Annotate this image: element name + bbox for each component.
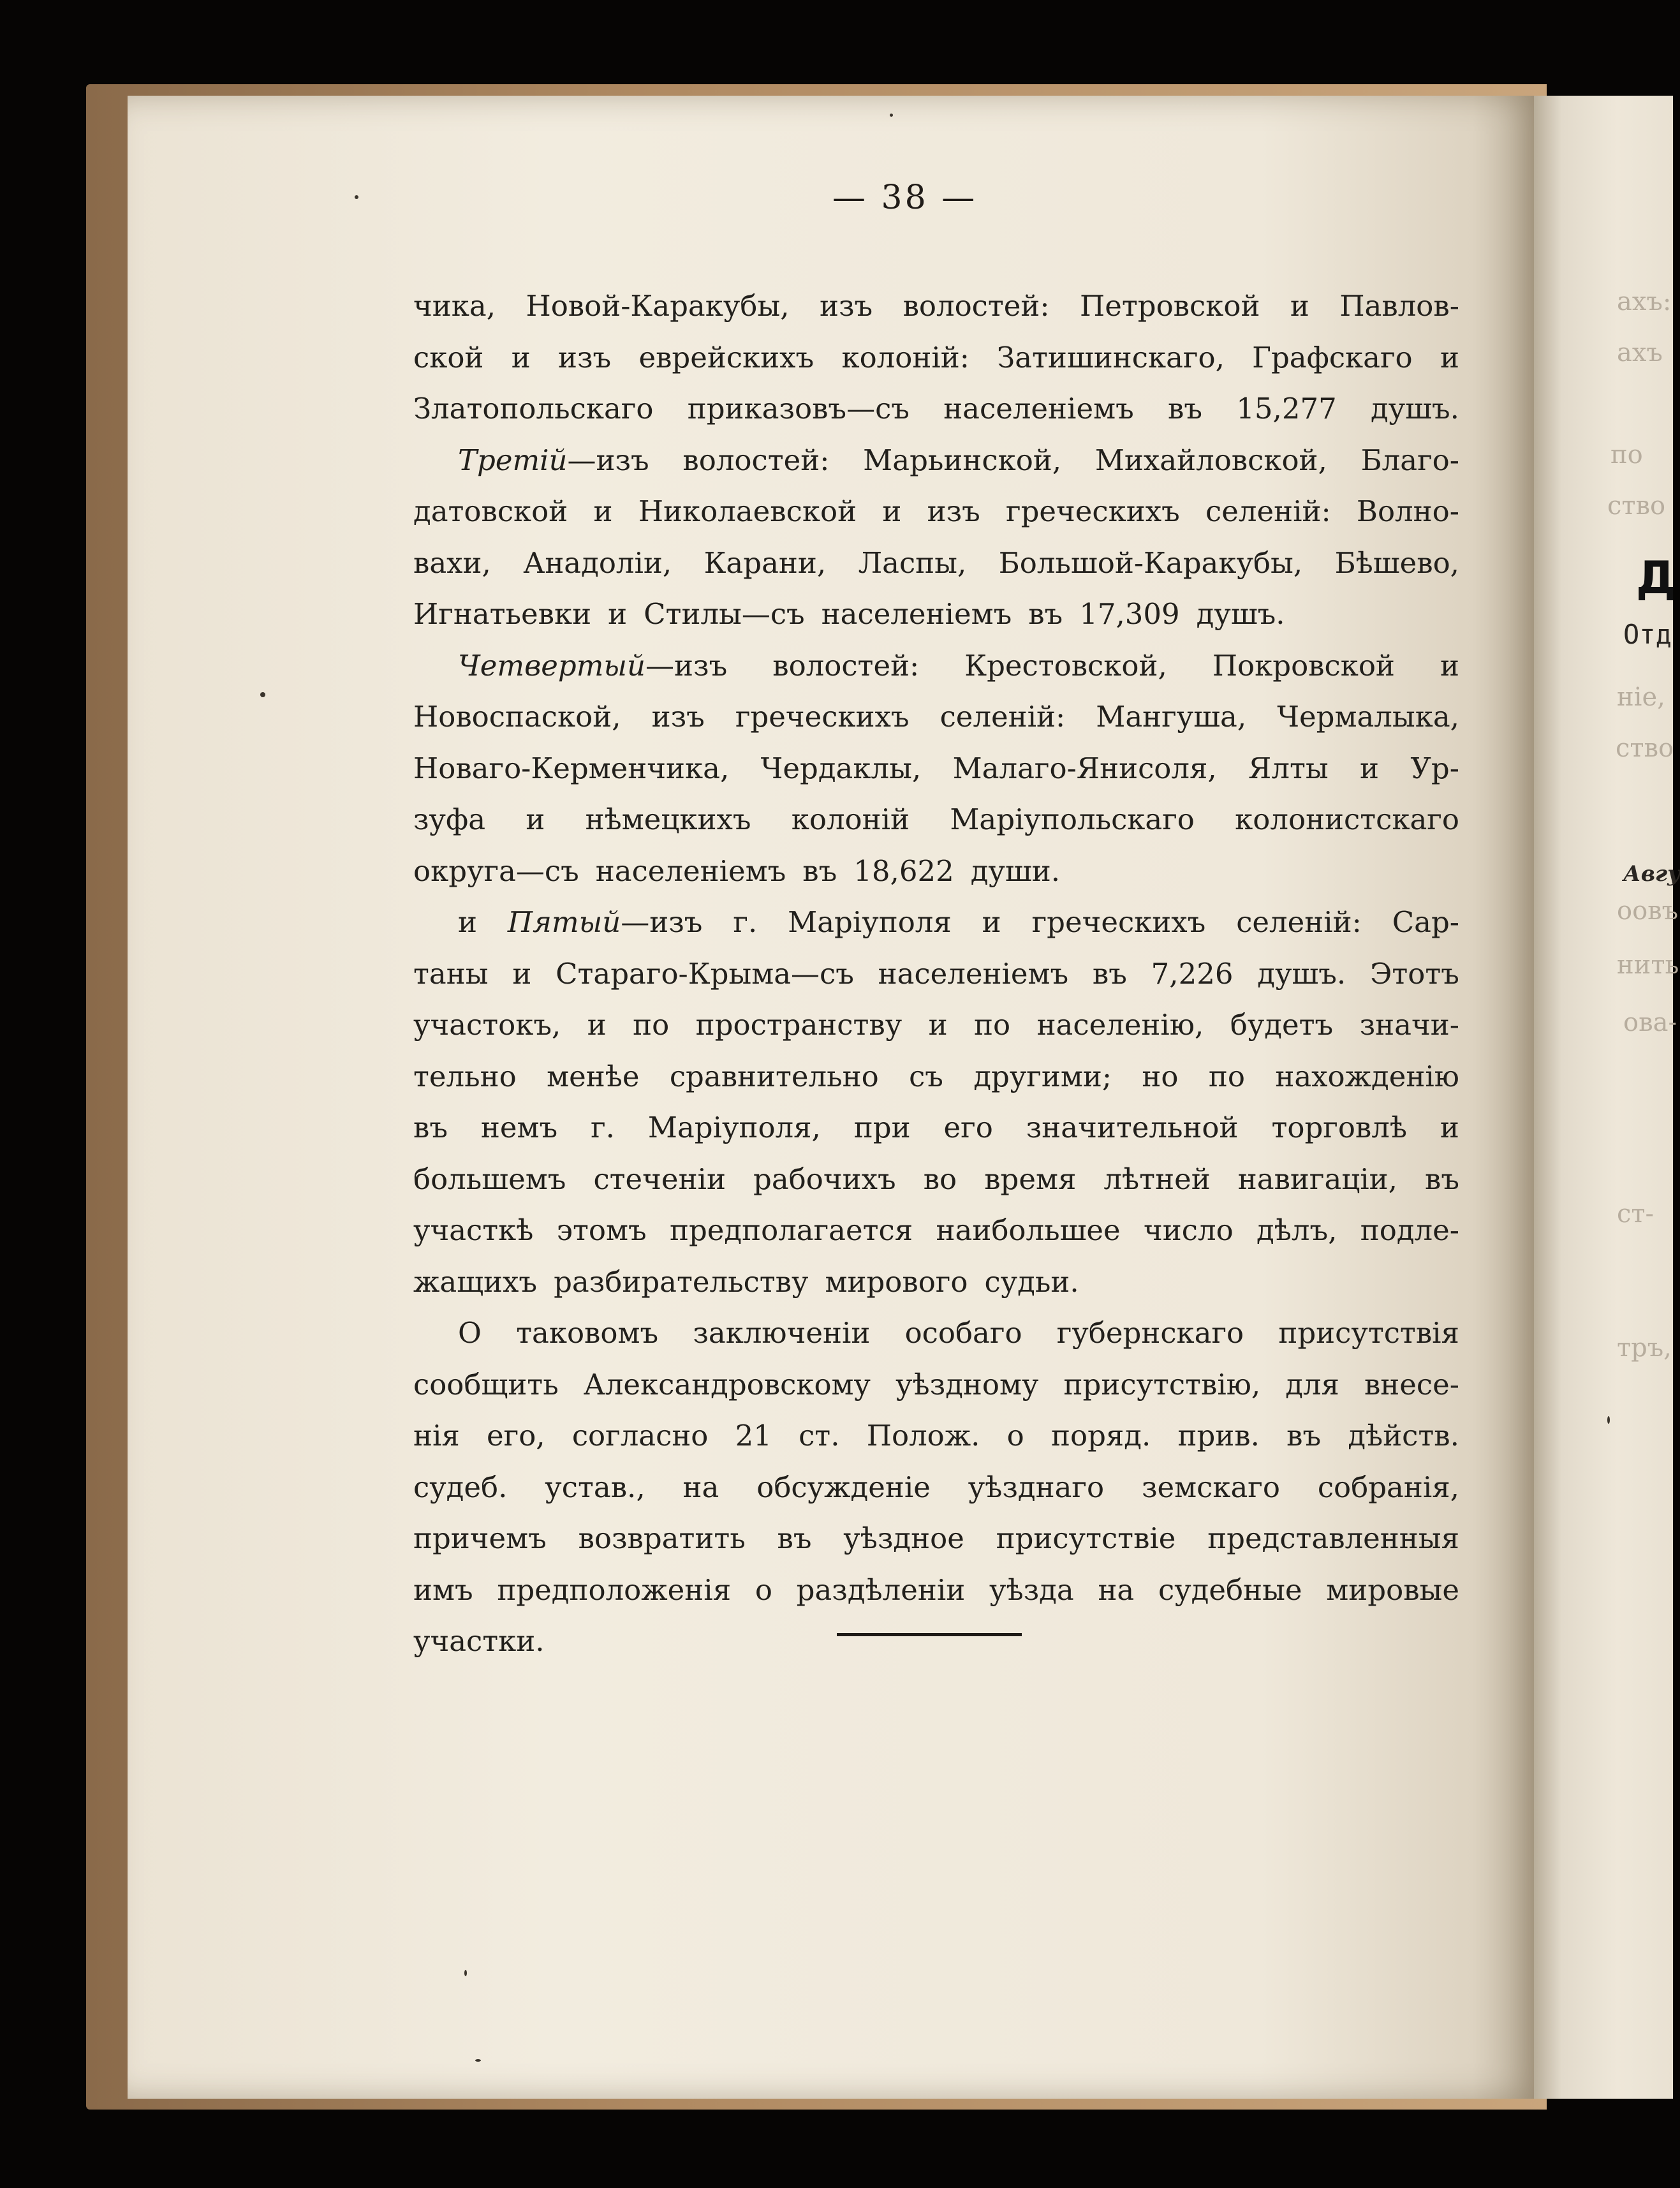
word: особаго <box>904 1316 1022 1350</box>
word: уѣздное <box>843 1521 964 1555</box>
word: колоній <box>791 802 910 836</box>
next-page-fragment: ова- <box>1623 1008 1677 1037</box>
word: приказовъ—съ <box>687 392 910 425</box>
word: и <box>882 494 902 528</box>
word: рабочихъ <box>753 1162 896 1196</box>
word: и <box>512 956 532 991</box>
word: Четвертый—изъ <box>458 648 728 683</box>
text-line <box>413 1257 1459 1308</box>
next-page-heading: Д <box>1636 552 1676 604</box>
word: этомъ <box>556 1213 647 1247</box>
word: душъ. <box>1196 597 1285 631</box>
word: округа—съ <box>413 854 579 888</box>
text-line <box>413 1205 1459 1257</box>
closing-rule <box>837 1633 1022 1636</box>
text-line <box>413 1051 1459 1103</box>
word: уѣздному <box>895 1367 1039 1401</box>
word: Затишинскаго, <box>997 340 1225 374</box>
word: предполагается <box>669 1213 913 1247</box>
word: поряд. <box>1050 1419 1151 1453</box>
next-page-fragment: ство <box>1616 734 1674 763</box>
word: наибольшее <box>936 1213 1121 1247</box>
text-line <box>413 538 1459 589</box>
word: съ <box>909 1059 943 1093</box>
text-line <box>413 691 1459 743</box>
word: Ялты <box>1248 751 1329 785</box>
word: 17,309 <box>1079 597 1180 631</box>
word: сообщить <box>413 1367 559 1401</box>
text-line <box>413 1616 1459 1667</box>
text-line <box>413 589 1459 640</box>
word: нія <box>413 1419 460 1453</box>
next-page-fragment: ніе, <box>1617 683 1665 712</box>
word: значи- <box>1359 1008 1459 1042</box>
word: 7,226 <box>1151 956 1234 991</box>
word: еврейскихъ <box>638 340 814 374</box>
word: Стараго-Крыма—съ <box>556 956 854 991</box>
word: нѣмецкихъ <box>585 802 751 836</box>
text-line <box>413 486 1459 538</box>
word: Ур- <box>1410 751 1459 785</box>
word: причемъ <box>413 1521 547 1555</box>
word: прив. <box>1177 1419 1260 1453</box>
word: собранія, <box>1317 1470 1459 1504</box>
word: датовской <box>413 494 568 528</box>
word: Маріупольскаго <box>950 802 1195 836</box>
word: Покровской <box>1212 648 1395 683</box>
word: Анадоліи, <box>523 545 672 580</box>
word: лѣтней <box>1103 1162 1211 1196</box>
word: присутствіе <box>996 1521 1176 1555</box>
word: и <box>1440 648 1459 683</box>
word: волостей: <box>682 443 830 477</box>
word: колонистскаго <box>1235 802 1459 836</box>
text-line <box>413 640 1459 692</box>
next-page-fragment: по <box>1610 440 1643 469</box>
word: Николаевской <box>638 494 857 528</box>
word: Маріуполя <box>788 905 952 939</box>
word: Златопольскаго <box>413 392 654 425</box>
word: и <box>593 494 613 528</box>
word: и <box>1290 289 1309 323</box>
word: имъ <box>413 1572 473 1607</box>
word: Крестовской, <box>964 648 1167 683</box>
word: на <box>682 1470 719 1504</box>
word: губернскаго <box>1056 1316 1244 1350</box>
word: Графскаго <box>1252 340 1413 374</box>
word: изъ <box>651 700 705 734</box>
speck <box>464 1970 467 1976</box>
word: судеб. <box>413 1470 508 1504</box>
word: волостей: <box>903 289 1050 323</box>
word: устав., <box>545 1470 645 1504</box>
text-line <box>413 1102 1459 1154</box>
word: дѣйств. <box>1348 1419 1459 1453</box>
word: Этотъ <box>1369 956 1459 991</box>
word: судьи. <box>984 1264 1079 1299</box>
word: Большой-Каракубы, <box>998 545 1303 580</box>
word: Ласпы, <box>858 545 967 580</box>
word: разбирательству <box>554 1264 809 1299</box>
word: въ <box>1092 956 1127 991</box>
word: большемъ <box>413 1162 566 1196</box>
text-line <box>413 1000 1459 1051</box>
word: по <box>1208 1059 1245 1093</box>
word: селеній: <box>1236 905 1362 939</box>
word: Чердаклы, <box>760 751 922 785</box>
next-page-fragment: оовъ <box>1617 896 1679 926</box>
word: по <box>633 1008 670 1042</box>
word: его <box>943 1111 993 1144</box>
word: о <box>1006 1419 1024 1453</box>
word: населеніемъ <box>943 392 1134 425</box>
word: въ <box>1028 597 1063 631</box>
next-page-fragment: ст- <box>1617 1199 1654 1229</box>
text-line <box>413 1513 1459 1565</box>
word: будетъ <box>1230 1008 1334 1042</box>
word: ской <box>413 340 484 374</box>
word: Новоспаской, <box>413 700 621 734</box>
word: 18,622 <box>853 854 954 888</box>
text-line <box>413 435 1459 487</box>
word: время <box>984 1162 1077 1196</box>
word: Маріуполя, <box>647 1111 821 1144</box>
word: Малаго-Янисоля, <box>952 751 1217 785</box>
word: навигаціи, <box>1237 1162 1397 1196</box>
word: Чермалыка, <box>1277 700 1459 734</box>
word: сравнительно <box>669 1059 879 1093</box>
word: уѣзда <box>989 1572 1074 1607</box>
word: Павлов- <box>1339 289 1459 323</box>
word: и <box>928 1008 948 1042</box>
word: присутствія <box>1278 1316 1459 1350</box>
word: и <box>1440 1111 1459 1144</box>
word: значительной <box>1026 1111 1239 1144</box>
word: дѣлъ, <box>1256 1213 1337 1247</box>
word: ст. <box>799 1419 840 1453</box>
word: О <box>458 1316 482 1350</box>
word: Новой-Каракубы, <box>526 289 790 323</box>
word: и <box>608 597 628 631</box>
word: душъ. <box>1257 956 1346 991</box>
text-line <box>413 794 1459 846</box>
word: г. <box>733 905 758 939</box>
word: изъ <box>927 494 980 528</box>
word: другими; <box>973 1059 1112 1093</box>
word: участкѣ <box>413 1213 534 1247</box>
word: для <box>1285 1367 1339 1401</box>
text-line <box>413 743 1459 795</box>
word: души. <box>970 854 1061 888</box>
word: торговлѣ <box>1271 1111 1407 1144</box>
word: Стилы—съ <box>644 597 805 631</box>
text-line <box>413 846 1459 898</box>
next-page-fragment: ахъ <box>1617 338 1663 367</box>
word: по <box>974 1008 1011 1042</box>
word: Пятый—изъ <box>507 905 703 939</box>
word: участокъ, <box>413 1008 561 1042</box>
word: Карани, <box>704 545 827 580</box>
text-line <box>413 1462 1459 1514</box>
text-line <box>413 1308 1459 1359</box>
word: въ <box>1425 1162 1459 1196</box>
word: мирового <box>825 1264 968 1299</box>
page-number: — 38 — <box>832 179 978 217</box>
word: и <box>526 802 545 836</box>
speck <box>260 692 265 697</box>
word: нахожденію <box>1275 1059 1459 1093</box>
next-page-fragment: нить <box>1617 950 1679 980</box>
word: о <box>755 1572 772 1607</box>
word: Михайловской, <box>1094 443 1327 477</box>
word: Благо- <box>1360 443 1459 477</box>
word: и <box>1360 751 1380 785</box>
word: пространству <box>695 1008 903 1042</box>
word: уѣзднаго <box>968 1470 1105 1504</box>
word: стеченіи <box>593 1162 726 1196</box>
word: и <box>982 905 1001 939</box>
word: населеніемъ <box>821 597 1012 631</box>
word: земскаго <box>1141 1470 1280 1504</box>
word: душъ. <box>1371 392 1459 425</box>
word: волостей: <box>772 648 920 683</box>
speck <box>475 2059 481 2062</box>
word: въ <box>777 1521 812 1555</box>
word: во <box>923 1162 957 1196</box>
word: участки. <box>413 1624 545 1658</box>
word: г. <box>591 1111 615 1144</box>
word: и <box>458 905 477 939</box>
word: представленныя <box>1207 1521 1459 1555</box>
text-line <box>413 1410 1459 1462</box>
word: число <box>1144 1213 1234 1247</box>
word: и <box>1440 340 1459 374</box>
word: Игнатьевки <box>413 597 592 631</box>
word: Петровской <box>1080 289 1260 323</box>
word: и <box>511 340 531 374</box>
word: въ <box>1286 1419 1322 1453</box>
next-page-fragment: ахъ: <box>1617 287 1672 316</box>
word: таковомъ <box>516 1316 659 1350</box>
word: но <box>1142 1059 1179 1093</box>
word: изъ <box>557 340 612 374</box>
word: Александровскому <box>583 1367 871 1401</box>
text-line <box>413 897 1459 949</box>
word: греческихъ <box>735 700 910 734</box>
word: судебные <box>1158 1572 1302 1607</box>
word: 21 <box>735 1419 772 1453</box>
next-page-fragment: ство <box>1607 491 1666 521</box>
word: обсужденіе <box>756 1470 931 1504</box>
word: согласно <box>571 1419 709 1453</box>
word: немъ <box>480 1111 558 1144</box>
word: изъ <box>819 289 873 323</box>
text-line <box>413 383 1459 435</box>
word: населеніемъ <box>595 854 786 888</box>
word: Полож. <box>866 1419 980 1453</box>
speck <box>1607 1416 1610 1424</box>
word: населеніемъ <box>878 956 1069 991</box>
next-page-fragment: Отд <box>1623 619 1672 650</box>
next-page-fragment: Авгу <box>1623 861 1680 887</box>
word: предположенія <box>497 1572 732 1607</box>
word: Мангуша, <box>1096 700 1247 734</box>
text-line <box>413 1565 1459 1616</box>
right-page-fragment <box>1534 96 1680 2099</box>
word: тельно <box>413 1059 517 1093</box>
word: Третій—изъ <box>458 443 649 477</box>
word: Новаго-Керменчика, <box>413 751 730 785</box>
word: мировые <box>1326 1572 1459 1607</box>
word: зуфа <box>413 802 486 836</box>
word: греческихъ <box>1006 494 1180 528</box>
word: греческихъ <box>1031 905 1206 939</box>
word: при <box>853 1111 911 1144</box>
text-line <box>413 949 1459 1000</box>
word: вахи, <box>413 545 491 580</box>
speck <box>890 114 893 117</box>
word: возвратить <box>578 1521 746 1555</box>
word: присутствію, <box>1063 1367 1261 1401</box>
word: на <box>1098 1572 1135 1607</box>
word: 15,277 <box>1236 392 1337 425</box>
word: подле- <box>1360 1213 1459 1247</box>
word: чика, <box>413 289 496 323</box>
word: раздѣленіи <box>796 1572 966 1607</box>
word: Бѣшево, <box>1334 545 1459 580</box>
word: и <box>587 1008 607 1042</box>
word: менѣе <box>547 1059 640 1093</box>
word: Марьинской, <box>863 443 1062 477</box>
word: Сар- <box>1392 905 1459 939</box>
word: таны <box>413 956 489 991</box>
word: его, <box>487 1419 545 1453</box>
body-text <box>413 281 1459 1667</box>
word: заключеніи <box>693 1316 871 1350</box>
text-line <box>413 1154 1459 1206</box>
word: въ <box>1168 392 1202 425</box>
speck <box>355 195 358 199</box>
text-line <box>413 281 1459 332</box>
word: въ <box>413 1111 448 1144</box>
word: колоній: <box>841 340 969 374</box>
word: селеній: <box>939 700 1066 734</box>
word: Волно- <box>1356 494 1459 528</box>
word: внесе- <box>1364 1367 1459 1401</box>
text-line <box>413 1359 1459 1411</box>
word: жащихъ <box>413 1264 538 1299</box>
word: селеній: <box>1205 494 1331 528</box>
text-line <box>413 332 1459 384</box>
next-page-fragment: тръ, <box>1617 1333 1672 1363</box>
word: населенію, <box>1036 1008 1204 1042</box>
word: въ <box>802 854 837 888</box>
